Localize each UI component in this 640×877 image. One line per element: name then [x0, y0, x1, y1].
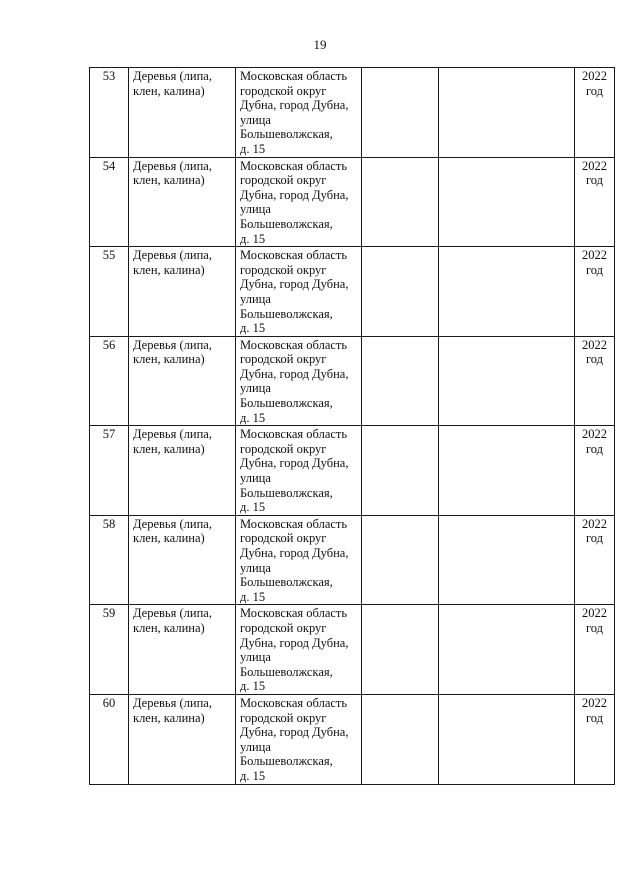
table-row [90, 336, 615, 426]
empty-cell-5 [439, 247, 575, 337]
table-row [90, 426, 615, 516]
empty-cell-5 [439, 515, 575, 605]
registry-table-body [90, 68, 615, 785]
row-number: 53 [102, 69, 116, 83]
table-row [90, 247, 615, 337]
table-row [90, 157, 615, 247]
row-number: 54 [102, 158, 116, 173]
address-cell [236, 157, 362, 247]
object-name-cell [129, 157, 236, 247]
object-name-cell [129, 336, 236, 426]
empty-cell-4 [362, 336, 439, 426]
page-number: 19 [313, 37, 327, 52]
row-number: 55 [102, 248, 116, 263]
year-value: 2022 год [582, 158, 607, 188]
object-name: Деревья (липа, клен, калина) [133, 69, 212, 98]
object-address: Московская область городской округ Дубна, город Дубна, улица Большеволжская, д. 15 [240, 337, 349, 425]
row-number-cell [90, 68, 129, 158]
object-name: Деревья (липа, клен, калина) [133, 337, 212, 367]
year-value: 2022 год [582, 516, 607, 546]
year-cell [575, 336, 615, 426]
year-cell [575, 157, 615, 247]
empty-cell-5 [439, 426, 575, 516]
object-name: Деревья (липа, клен, калина) [133, 516, 212, 546]
object-name-cell [129, 605, 236, 695]
empty-cell-4 [362, 247, 439, 337]
year-cell [575, 426, 615, 516]
object-address: Московская область городской округ Дубна, город Дубна, улица Большеволжская, д. 15 [240, 695, 349, 783]
object-name: Деревья (липа, клен, калина) [133, 248, 212, 277]
address-cell [236, 515, 362, 605]
year-cell [575, 68, 615, 158]
row-number-cell [90, 157, 129, 247]
address-cell [236, 336, 362, 426]
table-row [90, 605, 615, 695]
object-address: Московская область городской округ Дубна, город Дубна, улица Большеволжская, д. 15 [240, 69, 349, 156]
row-number-cell [90, 247, 129, 337]
table-row [90, 694, 615, 784]
empty-cell-5 [439, 336, 575, 426]
year-cell [575, 247, 615, 337]
object-name: Деревья (липа, клен, калина) [133, 427, 212, 456]
object-address: Московская область городской округ Дубна, город Дубна, улица Большеволжская, д. 15 [240, 248, 349, 336]
empty-cell-5 [439, 694, 575, 784]
year-value: 2022 год [582, 69, 607, 98]
address-cell [236, 605, 362, 695]
year-value: 2022 год [582, 427, 607, 456]
row-number-cell [90, 515, 129, 605]
object-name: Деревья (липа, клен, калина) [133, 695, 212, 725]
year-value: 2022 год [582, 248, 607, 277]
row-number-cell [90, 694, 129, 784]
empty-cell-4 [362, 157, 439, 247]
row-number: 56 [102, 337, 116, 352]
object-name: Деревья (липа, клен, калина) [133, 606, 212, 635]
object-name-cell [129, 694, 236, 784]
year-cell [575, 694, 615, 784]
row-number: 57 [102, 427, 116, 442]
object-address: Московская область городской округ Дубна, город Дубна, улица Большеволжская, д. 15 [240, 158, 349, 246]
object-address: Московская область городской округ Дубна, город Дубна, улица Большеволжская, д. 15 [240, 427, 349, 515]
empty-cell-4 [362, 515, 439, 605]
object-name-cell [129, 515, 236, 605]
address-cell [236, 68, 362, 158]
year-value: 2022 год [582, 695, 607, 725]
address-cell [236, 247, 362, 337]
year-value: 2022 год [582, 337, 607, 367]
object-name-cell [129, 68, 236, 158]
row-number: 58 [102, 516, 116, 531]
year-value: 2022 год [582, 606, 607, 635]
row-number: 60 [102, 695, 116, 710]
empty-cell-4 [362, 694, 439, 784]
empty-cell-4 [362, 68, 439, 158]
empty-cell-5 [439, 157, 575, 247]
object-address: Московская область городской округ Дубна, город Дубна, улица Большеволжская, д. 15 [240, 606, 349, 694]
empty-cell-4 [362, 426, 439, 516]
object-address: Московская область городской округ Дубна, город Дубна, улица Большеволжская, д. 15 [240, 516, 349, 604]
row-number: 59 [102, 606, 116, 621]
row-number-cell [90, 605, 129, 695]
object-name-cell [129, 247, 236, 337]
table-row [90, 68, 615, 158]
row-number-cell [90, 336, 129, 426]
object-name: Деревья (липа, клен, калина) [133, 158, 212, 188]
empty-cell-4 [362, 605, 439, 695]
row-number-cell [90, 426, 129, 516]
object-name-cell [129, 426, 236, 516]
registry-table [89, 67, 615, 785]
address-cell [236, 694, 362, 784]
year-cell [575, 605, 615, 695]
empty-cell-5 [439, 68, 575, 158]
empty-cell-5 [439, 605, 575, 695]
address-cell [236, 426, 362, 516]
table-row [90, 515, 615, 605]
year-cell [575, 515, 615, 605]
